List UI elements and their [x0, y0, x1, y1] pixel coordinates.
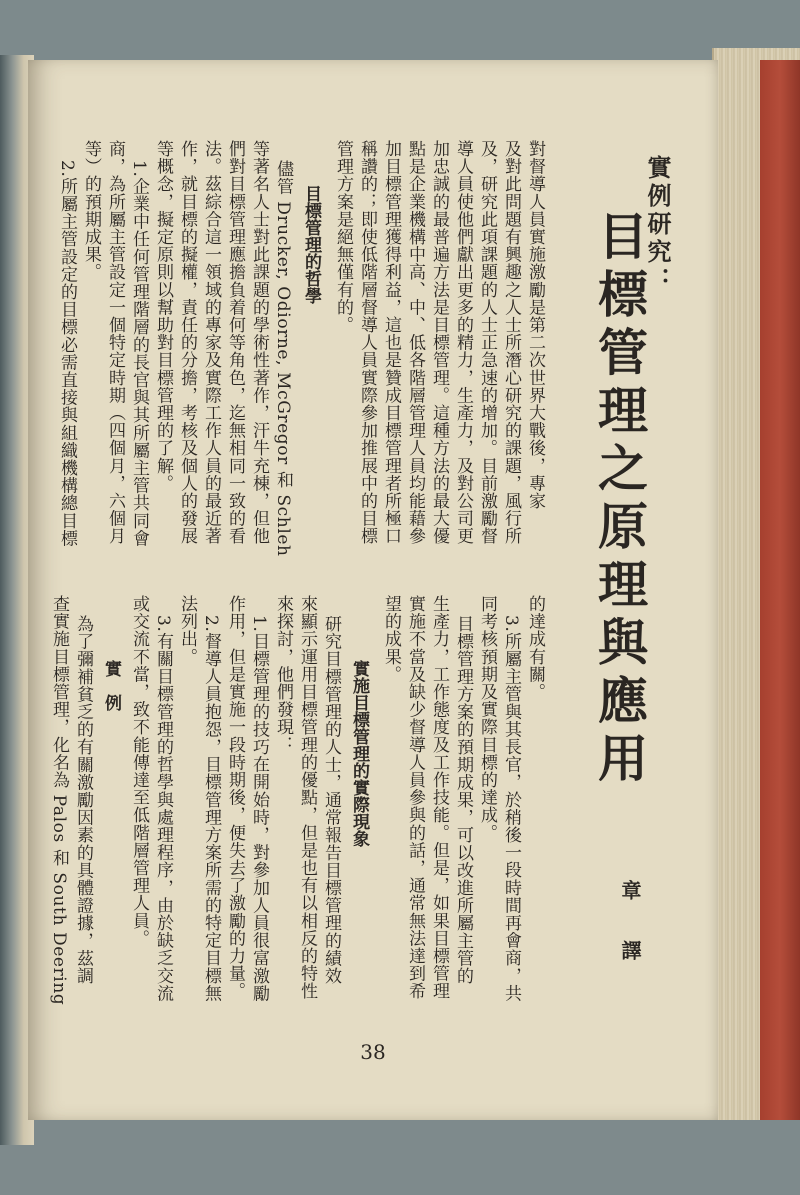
lower-column-13: 作用，但是實施一段時期後，便失去了激勵的力量。	[225, 595, 245, 1000]
section-heading-philosophy: 目標管理的哲學	[301, 185, 321, 304]
lower-column-5: 生產力，工作態度及工作技能。但是，如果目標管理	[429, 595, 449, 1000]
section-heading-example: 實 例	[101, 660, 121, 711]
background-bottom	[0, 1110, 800, 1195]
article-title: 目標管理之原理與應用	[590, 210, 649, 790]
upper-column-16: 等概念，擬定原則以幫助對目標管理的了解。	[153, 140, 173, 492]
upper-column-19: 等）的預期成果。	[81, 140, 101, 281]
upper-column-8: 稱讚的；即使低階層督導人員實際參加推展中的目標	[357, 140, 377, 545]
lower-column-2: 3.所屬主管與其長官，於稍後一段時間再會商，共	[501, 615, 521, 1003]
lower-column-17: 或交流不當，致不能傳達至低階層管理人員。	[129, 595, 149, 947]
upper-column-2: 及對此問題有興趣之人士所潛心研究的課題，風行所	[501, 140, 521, 545]
translator-credit: 章 譯	[618, 880, 642, 970]
lower-column-14: 2.督導人員抱怨，目標管理方案所需的特定目標無	[201, 615, 221, 1003]
upper-column-20: 2.所屬主管設定的目標必需直接與組織機構總目標	[57, 160, 77, 548]
upper-column-17: 1.企業中任何管理階層的長官與其所屬主管共同會	[129, 160, 149, 548]
upper-column-14: 法。茲綜合這一領域的專家及實際工作人員的最近著	[201, 140, 221, 545]
lower-column-10: 來顯示運用目標管理的優點，但是也有以相反的特性	[297, 595, 317, 1000]
lower-column-11: 來探討，他們發現：	[273, 595, 293, 754]
lower-column-19: 為了彌補貧乏的有關激勵因素的具體證據，茲調	[73, 615, 93, 985]
upper-column-7: 加目標管理獲得利益，這也是贊成目標管理者所極口	[381, 140, 401, 545]
upper-column-1: 對督導人員實施激勵是第二次世界大戰後，專家	[525, 140, 545, 510]
upper-column-4: 導人員使他們獻出更多的精力，生產力，及對公司更	[453, 140, 473, 545]
lower-column-1: 的達成有關。	[525, 595, 545, 701]
lower-column-12: 1.目標管理的技巧在開始時，對參加人員很富激勵	[249, 615, 269, 1003]
upper-column-3: 及，研究此項課題的人士正急速的增加。目前激勵督	[477, 140, 497, 545]
upper-column-6: 點是企業機構中高、中、低各階層管理人員均能藉參	[405, 140, 425, 545]
lower-column-4: 目標管理方案的預期成果，可以改進所屬主管的	[453, 615, 473, 985]
upper-column-5: 加忠誠的最普遍方法是目標管理。這種方法的最大優	[429, 140, 449, 545]
section-label: 實例研究：	[643, 155, 672, 295]
page-number: 38	[360, 1040, 386, 1064]
lower-column-20: 查實施目標管理，化名為 Palos 和 South Deering	[49, 595, 69, 1006]
upper-column-12: 等著名人士對此課題的學術性著作，汗牛充棟，但他	[249, 140, 269, 545]
lower-column-7: 望的成果。	[381, 595, 401, 683]
lower-column-3: 同考核預期及實際目標的達成。	[477, 595, 497, 842]
section-heading-practice: 實施目標管理的實際現象	[349, 660, 369, 847]
upper-column-11: 儘管 Drucker, Odiorne, McGregor 和 Schleh	[273, 160, 293, 557]
book-page	[28, 60, 718, 1120]
lower-column-9: 研究目標管理的人士，通常報告目標管理的績效	[321, 615, 341, 985]
upper-column-15: 作，就目標的擬權，責任的分擔，考核及個人的發展	[177, 140, 197, 545]
lower-column-16: 3.有關目標管理的哲學與處理程序，由於缺乏交流	[153, 615, 173, 1003]
lower-column-6: 實施不當及缺少督導人員參與的話，通常無法達到希	[405, 595, 425, 1000]
upper-column-9: 管理方案是絕無僅有的。	[333, 140, 353, 334]
upper-column-13: 們對目標管理應擔負着何等角色，迄無相同一致的看	[225, 140, 245, 545]
book-cover-edge	[760, 60, 800, 1120]
lower-column-15: 法列出。	[177, 595, 197, 666]
upper-column-18: 商，為所屬主管設定一個特定時期（四個月，六個月	[105, 140, 125, 545]
